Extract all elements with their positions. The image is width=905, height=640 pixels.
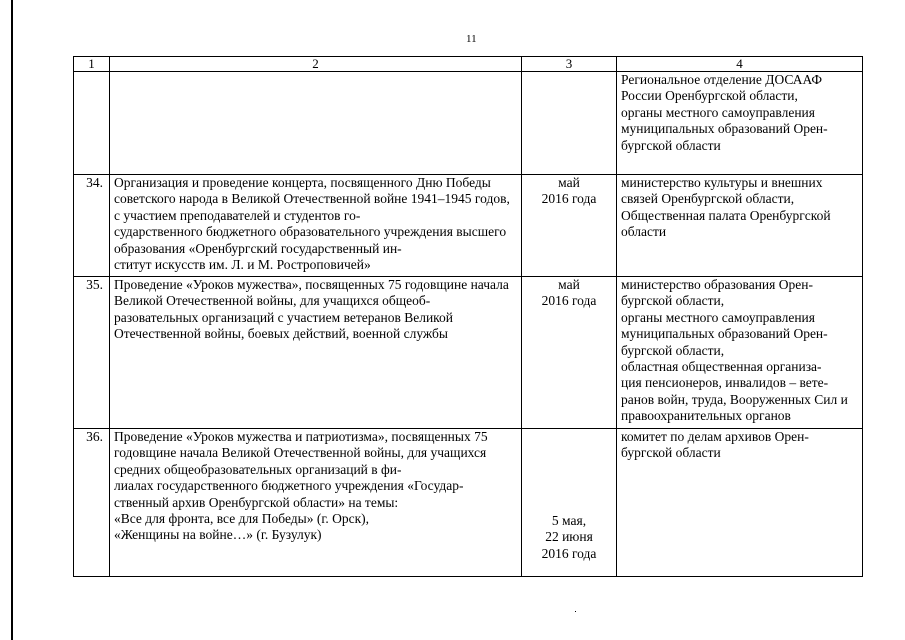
event-cell: Проведение «Уроков мужества и патриотизма», посвященных 75 годовщине начала Великой Отечественной войны, для учащихся средних общеобразовательных организаций в фи- лиалах государственного бюджетного учреждения «Государ- ственный архив Оренбургской области» на темы: «Все для фронта, все для Победы» (г. Орск), «Женщины на войне…» (г. Бузулук) bbox=[110, 429, 522, 577]
date-cell: май 2016 года bbox=[522, 277, 617, 429]
date-cell: май 2016 года bbox=[522, 175, 617, 277]
row-number: 36. bbox=[74, 429, 110, 577]
page-edge-bar bbox=[11, 0, 13, 640]
table-row bbox=[74, 277, 863, 429]
event-cell: Организация и проведение концерта, посвященного Дню Победы советского народа в Великой Отечественной войне 1941–1945 годов, с участием преподавателей и студентов го- сударственного бюджетного образовательного учреждения высшего образования «Оренбургский государственный ин- ститут искусств им. Л. и М. Ростроповичей» bbox=[110, 175, 522, 277]
table-header-row bbox=[74, 57, 863, 72]
scan-speck bbox=[575, 611, 576, 612]
table-row bbox=[74, 429, 863, 577]
table-row bbox=[74, 175, 863, 277]
responsible-cell: министерство образования Орен- бургской области, органы местного самоуправления муниципальных образований Орен- бургской области, областная общественная организа- ция пенсионеров, инвалидов – вете- ранов войн, труда, Вооруженных Сил и правоохранительных органов bbox=[617, 277, 863, 429]
row-number bbox=[74, 72, 110, 175]
row-number: 35. bbox=[74, 277, 110, 429]
header-col-1: 1 bbox=[74, 57, 110, 72]
responsible-cell: комитет по делам архивов Орен- бургской области bbox=[617, 429, 863, 577]
date-cell bbox=[522, 72, 617, 175]
date-cell: 5 мая, 22 июня 2016 года bbox=[522, 429, 617, 577]
responsible-cell: Региональное отделение ДОСААФ России Оренбургской области, органы местного самоуправления муниципальных образований Орен- бургской области bbox=[617, 72, 863, 175]
row-number: 34. bbox=[74, 175, 110, 277]
header-col-2: 2 bbox=[110, 57, 522, 72]
page-number: 11 bbox=[466, 33, 477, 45]
header-col-4: 4 bbox=[617, 57, 863, 72]
responsible-cell: министерство культуры и внешних связей Оренбургской области, Общественная палата Оренбургской области bbox=[617, 175, 863, 277]
header-col-3: 3 bbox=[522, 57, 617, 72]
event-cell bbox=[110, 72, 522, 175]
event-cell: Проведение «Уроков мужества», посвященных 75 годовщине начала Великой Отечественной войны, для учащихся общеоб- разовательных организаций с участием ветеранов Великой Отечественной войны, боевых действий, военной службы bbox=[110, 277, 522, 429]
plan-table bbox=[73, 56, 863, 577]
table-row bbox=[74, 72, 863, 175]
